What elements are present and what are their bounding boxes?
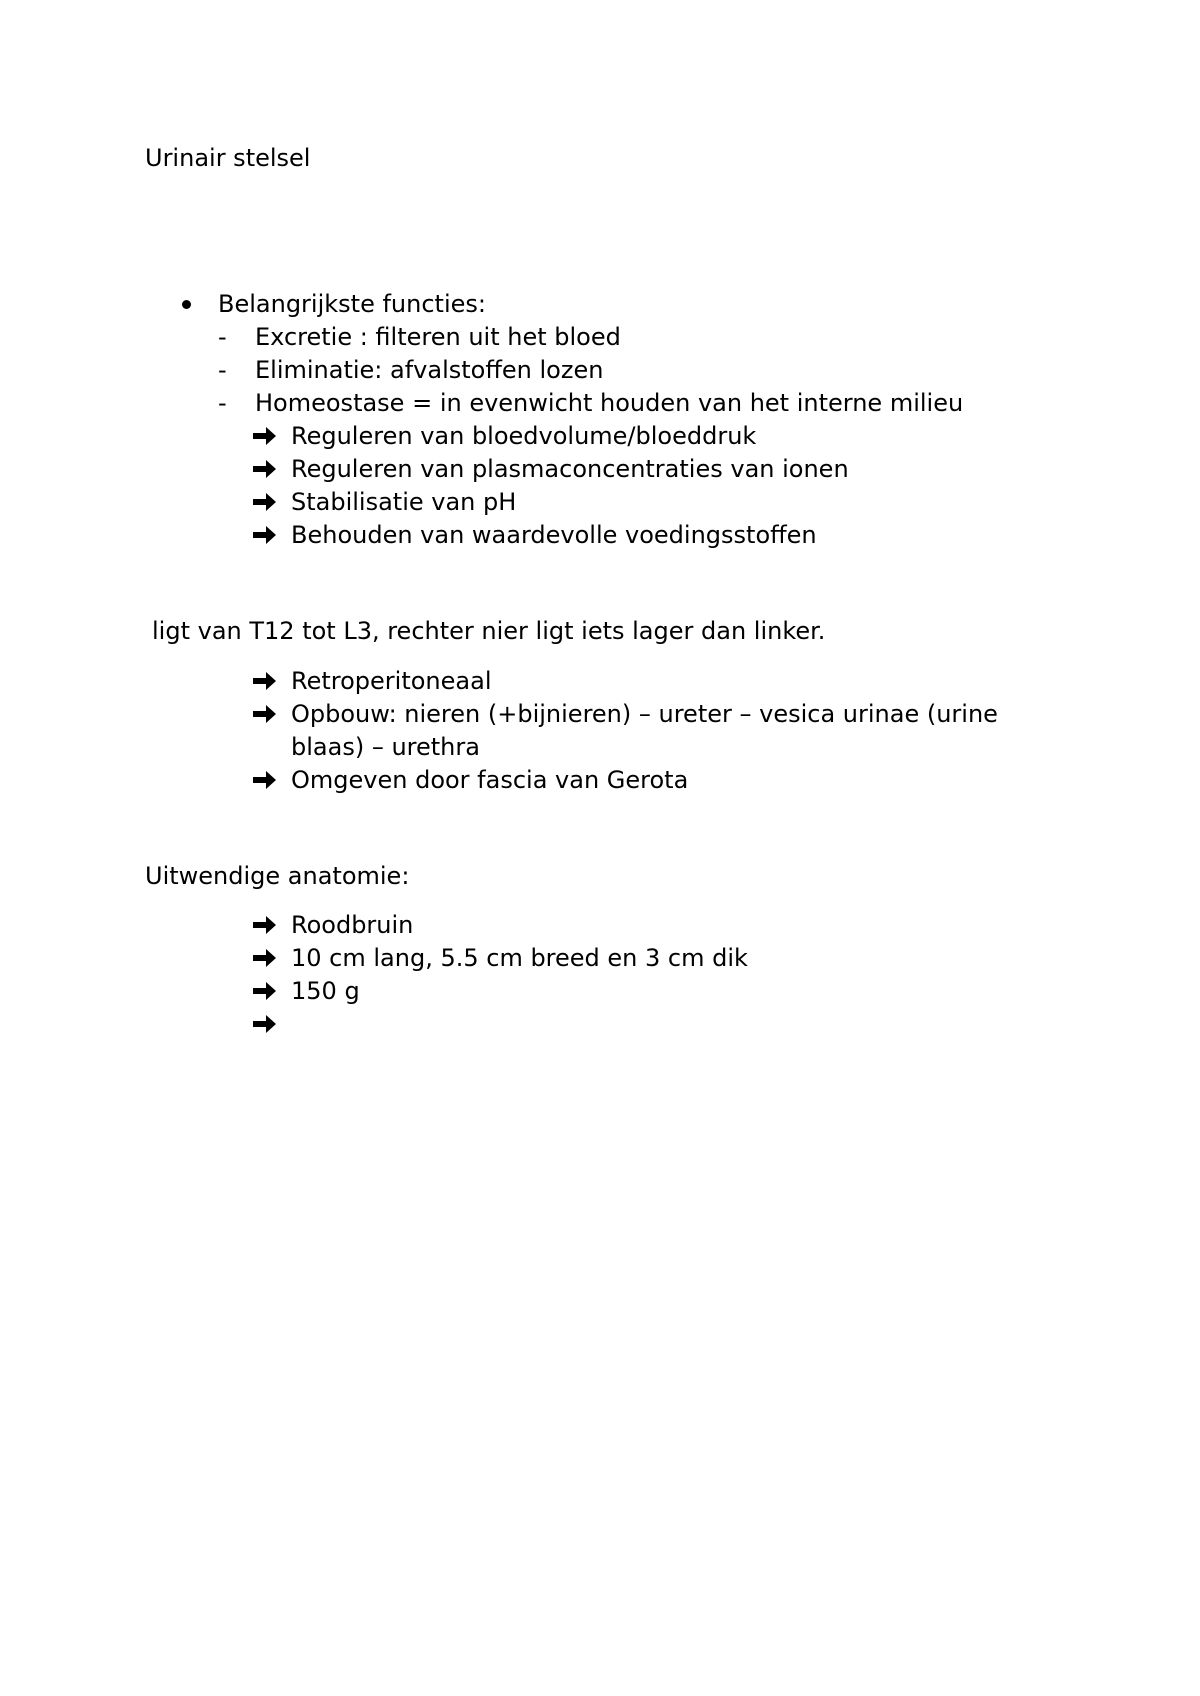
arrow-right-icon [253, 1014, 277, 1034]
homeostasis-point: Reguleren van plasmaconcentraties van ionen [291, 455, 849, 483]
anatomy-point: 10 cm lang, 5.5 cm breed en 3 cm dik [291, 944, 748, 972]
arrow-right-icon [253, 671, 277, 691]
arrow-right-icon [253, 704, 277, 724]
location-point: Omgeven door fascia van Gerota [291, 766, 689, 794]
anatomy-point: Roodbruin [291, 911, 414, 939]
arrow-right-icon [253, 915, 277, 935]
location-point-continuation: blaas) – urethra [291, 733, 480, 761]
location-point: Opbouw: nieren (+bijnieren) – ureter – vesica urinae (urine [291, 700, 998, 728]
arrow-right-icon [253, 981, 277, 1001]
homeostasis-point: Reguleren van bloedvolume/bloeddruk [291, 422, 757, 450]
anatomy-point: 150 g [291, 977, 360, 1005]
dash-icon: - [218, 323, 227, 351]
location-text: ligt van T12 tot L3, rechter nier ligt iets lager dan linker. [152, 617, 826, 645]
location-point: Retroperitoneaal [291, 667, 492, 695]
dash-icon: - [218, 389, 227, 417]
arrow-right-icon [253, 525, 277, 545]
arrow-right-icon [253, 948, 277, 968]
functions-heading: Belangrijkste functies: [218, 290, 486, 318]
function-item: Eliminatie: afvalstoffen lozen [255, 356, 604, 384]
anatomy-heading: Uitwendige anatomie: [145, 862, 410, 890]
bullet-icon [182, 300, 191, 309]
arrow-right-icon [253, 492, 277, 512]
arrow-right-icon [253, 770, 277, 790]
document-title: Urinair stelsel [145, 144, 311, 172]
arrow-right-icon [253, 459, 277, 479]
arrow-right-icon [253, 426, 277, 446]
dash-icon: - [218, 356, 227, 384]
function-item: Homeostase = in evenwicht houden van het interne milieu [255, 389, 964, 417]
function-item: Excretie : filteren uit het bloed [255, 323, 621, 351]
homeostasis-point: Stabilisatie van pH [291, 488, 517, 516]
homeostasis-point: Behouden van waardevolle voedingsstoffen [291, 521, 817, 549]
